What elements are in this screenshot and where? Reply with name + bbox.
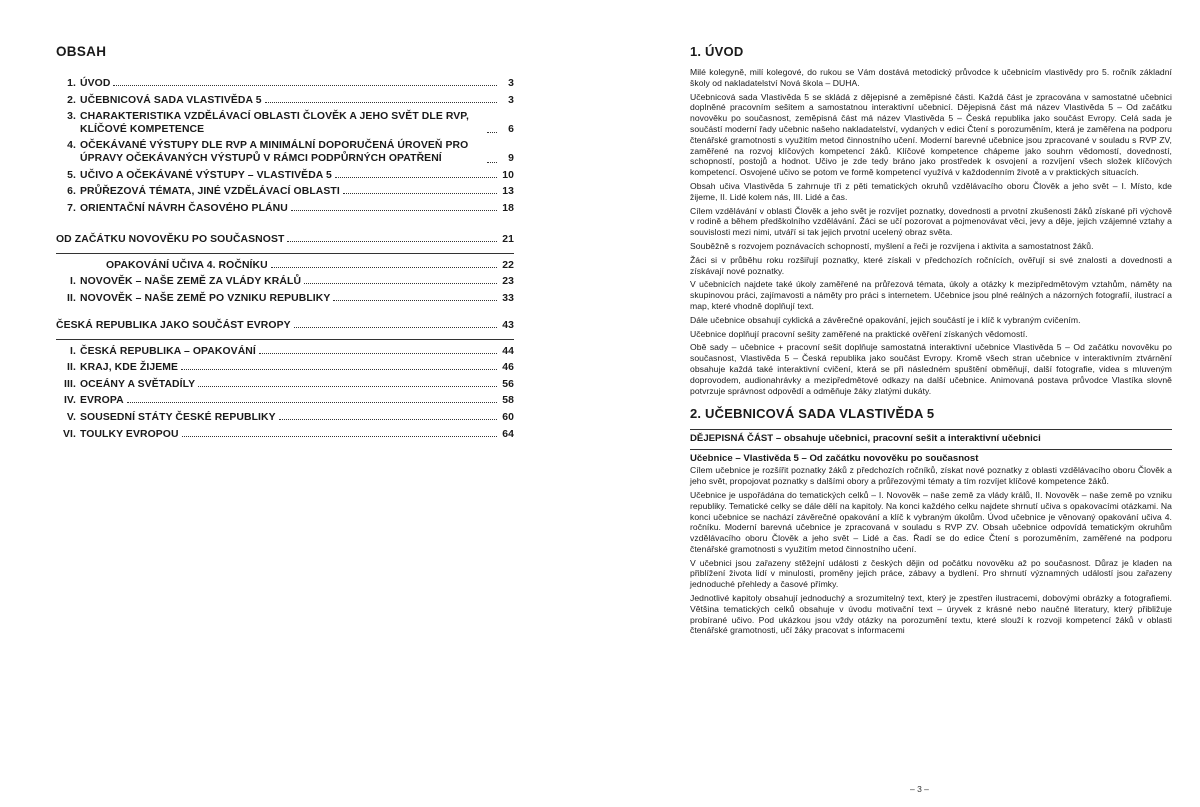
toc-entry[interactable]: 2. UČEBNICOVÁ SADA VLASTIVĚDA 5 3: [67, 94, 514, 106]
toc-title: OBSAH: [56, 44, 107, 59]
toc-part2: [56, 320, 514, 445]
divider: [690, 429, 1172, 430]
paragraph: Dále učebnice obsahují cyklická a závěrečné opakování, jejich součástí je i klíč k vybraným cvičením.: [690, 314, 1081, 325]
toc-entry[interactable]: III. OCEÁNY A SVĚTADÍLY 56: [64, 378, 514, 390]
page-number: – 3 –: [910, 784, 929, 794]
paragraph: Cílem vzdělávání v oblasti Člověk a jeho svět je rozvíjet poznatky, dovednosti a prvotní zkušenosti žáků získané při výchově v rodině a během předškolního vzdělávání. Žáci se učí pozorovat a pojmenovávat věci, jevy a děje, jejich vzájemné vztahy a souvislosti mezi nimi, utváří si tak jejich prvotní ucelený obraz světa.: [690, 205, 1172, 238]
paragraph: Jednotlivé kapitoly obsahují jednoduchý a srozumitelný text, který je zpestřen ilustracemi, dobovými obrázky a fotografiemi. Většina tematických celků obsahuje v úvodu motivační text – úryvek z krásné nebo naučné literatury, který přibližuje probírané učivo. Pod ukázkou jsou vždy otázky na porozumění textu, které slouží k rozvoji kompetencí žáků v oblasti čtenářské gramotnosti, učí žáky pracovat s informacemi: [690, 593, 1172, 636]
intro-page: [600, 0, 1200, 807]
paragraph: Učebnice doplňují pracovní sešity zaměřené na praktické ověření získaných vědomostí.: [690, 328, 1028, 339]
toc-part1: [56, 234, 514, 309]
paragraph: V učebnicích najdete také úkoly zaměřené na průřezová témata, úkoly a otázky k mezipředmětovým vztahům, náměty na skupinovou práci, zajímavosti a náměty pro práci s internetem. Učebnice jsou plné reálných a názorných fotografií, ilustrací a map, které vhodně doplňují text.: [690, 279, 1172, 311]
paragraph: Žáci si v průběhu roku rozšiřují poznatky, které získali v předchozích ročnících, ověřují si své znalosti a dovednosti a získávají nové poznatky.: [690, 254, 1172, 276]
subheading-textbook: Učebnice – Vlastivěda 5 – Od začátku novověku po současnost: [690, 453, 979, 465]
toc-entry[interactable]: 4. OČEKÁVANÉ VÝSTUPY DLE RVP A MINIMÁLNÍ DOPORUČENÁ ÚROVEŇ PRO ÚPRAVY OČEKÁVANÝCH VÝSTUPŮ V RÁMCI PODPŮRNÝCH OPATŘENÍ 9: [67, 140, 514, 164]
toc-entry[interactable]: IV. EVROPA 58: [63, 395, 514, 407]
toc-entry[interactable]: II. KRAJ, KDE ŽIJEME 46: [67, 362, 514, 374]
toc-entry[interactable]: 3. CHARAKTERISTIKA VZDĚLÁVACÍ OBLASTI ČLOVĚK A JEHO SVĚT DLE RVP, KLÍČOVÉ KOMPETENCE 6: [67, 111, 514, 135]
toc-entry[interactable]: V. SOUSEDNÍ STÁTY ČESKÉ REPUBLIKY 60: [66, 411, 514, 423]
paragraph: Cílem učebnice je rozšířit poznatky žáků z předchozích ročníků, získat nové poznatky z oblasti vzdělávacího oboru Člověk a jeho svět, propojovat poznatky s dalšími obory a průřezovými tématy a tím rozvíjet klíčové kompetence žáků.: [690, 465, 1172, 487]
paragraph: Obě sady – učebnice + pracovní sešit doplňuje samostatná interaktivní učebnice Vlastivěda 5 – Od začátku novověku po současnost, Vlastivěda 5 – Česká republika jako součást Evropy. Kromě všech stran učebnice v interaktivním ztvárnění obsahuje každá také interaktivní cvičení, která se při následném spuštění obměňují, další fotografie, videa s mluveným doprovodem, audionahrávky a mezipředmětové odkazy na další učebnice. Animovaná postava průvodce Vlastíka slovně potvrzuje správnost odpovědí a odměňuje žáky zlatými dukáty.: [690, 342, 1172, 396]
section-heading-textbook-set: 2. UČEBNICOVÁ SADA VLASTIVĚDA 5: [690, 406, 935, 422]
paragraph: V učebnici jsou zařazeny stěžejní události z českých dějin od počátku novověku až po současnost. Důraz je kladen na přiblížení života lidí v minulosti, proměny jejich práce, zábavy a bydlení. Pro shrnutí významných událostí jsou zařazeny jednoduché přehledy a časové přímky.: [690, 557, 1172, 590]
toc-entry[interactable]: II. NOVOVĚK – NAŠE ZEMĚ PO VZNIKU REPUBLIKY 33: [67, 292, 514, 304]
toc-section-heading[interactable]: ČESKÁ REPUBLIKA JAKO SOUČÁST EVROPY 43: [56, 320, 514, 331]
paragraph: Učebnicová sada Vlastivěda 5 se skládá z dějepisné a zeměpisné části. Každá část je zpracována v samostatné učebnici doplněné pracovním sešitem a samostatnou interaktivní učebnicí. Dějepisná část má název Vlastivěda 5 – Od začátku novověku po současnost, zeměpisná část má název Vlastivěda 5 – Česká republika jako součást Evropy. Celá sada je součástí moderní řady učebnic našeho nakladatelství, vydaných v edici Čtení s porozuměním, která je zaměřena na podporu čtenářské gramotnosti s využitím metod činnostního učení. Moderní barevné učebnice jsou zpracované v souladu s RVP ZV, zaměřené na rozvoj klíčových kompetencí žáků. Klíčové kompetence chápeme jako souhrn vědomostí, dovedností, schopností, postojů a hodnot. Učivo je zde tedy bráno jako prostředek k osvojení a rozvíjení všech složek klíčových kompetencí. Osvojené učivo se potom ve formě kompetencí využívá v každodenním životě a v praktických situacích.: [690, 91, 1172, 178]
toc-section-heading[interactable]: OD ZAČÁTKU NOVOVĚKU PO SOUČASNOST 21: [56, 234, 514, 245]
toc-entry[interactable]: VI. TOULKY EVROPOU 64: [62, 428, 514, 440]
toc-entry[interactable]: 1. ÚVOD 3: [67, 78, 514, 89]
divider: [690, 449, 1172, 450]
subheading-history-part: DĚJEPISNÁ ČÁST – obsahuje učebnici, pracovní sešit a interaktivní učebnici: [690, 433, 1041, 445]
paragraph: Učebnice je uspořádána do tematických celků – I. Novověk – naše země za vlády králů, II. Novověk – naše země po vzniku republiky. Tematické celky se dále dělí na kapitoly. Na konci každého celku najdete shrnutí učiva s opakovacími otázkami. Na konci učebnice se nachází závěrečné opakování a klíč k vybraným úkolům. Úvod učebnice je věnovaný opakování učiva 4. ročníku. Moderní barevná učebnice je zpracovaná v souladu s RVP ZV. Obsah učebnice odpovídá tematickým okruhům vzdělávacího oboru Člověk a jeho svět – Lidé a čas. Řadí se do edice Čtení s porozuměním, zaměřené na podporu čtenářské gramotnosti s využitím metod činnostního učení.: [690, 489, 1172, 554]
paragraph: Souběžně s rozvojem poznávacích schopností, myšlení a řeči je rozvíjena i aktivita a samostatnost žáků.: [690, 240, 1094, 251]
toc-entry[interactable]: 7. ORIENTAČNÍ NÁVRH ČASOVÉHO PLÁNU 18: [67, 202, 514, 214]
toc-main-list: [56, 78, 514, 219]
intro-content: [690, 44, 1172, 639]
toc-entry[interactable]: OPAKOVÁNÍ UČIVA 4. ROČNÍKU 22: [106, 259, 514, 271]
toc-entry[interactable]: I. ČESKÁ REPUBLIKA – OPAKOVÁNÍ 44: [70, 345, 514, 357]
section-heading-intro: 1. ÚVOD: [690, 44, 744, 59]
toc-entry[interactable]: 5. UČIVO A OČEKÁVANÉ VÝSTUPY – VLASTIVĚDA 5 10: [67, 169, 514, 181]
toc-entry[interactable]: I. NOVOVĚK – NAŠE ZEMĚ ZA VLÁDY KRÁLŮ 23: [70, 276, 514, 288]
toc-entry[interactable]: 6. PRŮŘEZOVÁ TÉMATA, JINÉ VZDĚLÁVACÍ OBLASTI 13: [67, 186, 514, 198]
paragraph: Obsah učiva Vlastivěda 5 zahrnuje tři z pěti tematických okruhů vzdělávacího oboru Člověk a jeho svět – I. Místo, kde žijeme, II. Lidé kolem nás, III. Lidé a čas.: [690, 180, 1172, 202]
paragraph: Milé kolegyně, milí kolegové, do rukou se Vám dostává metodický průvodce k učebnicím vlastivědy pro 5. ročník základní školy od nakladatelství Nová škola – DUHA.: [690, 67, 1172, 88]
